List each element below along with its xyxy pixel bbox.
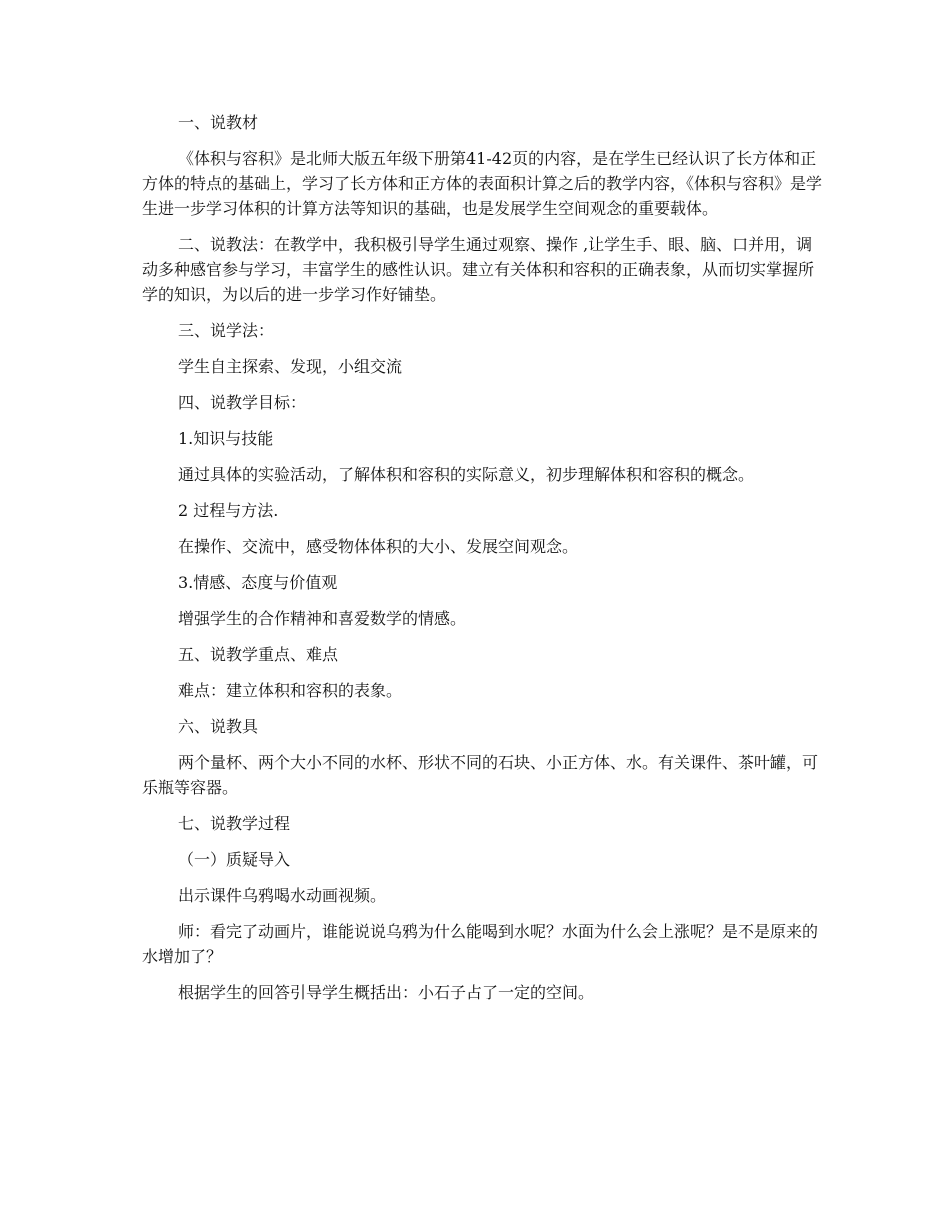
paragraph-teacher-question: 师：看完了动画片，谁能说说乌鸦为什么能喝到水呢？水面为什么会上涨呢？是不是原来的水增加了？ [142, 922, 819, 966]
heading-key-points: 五、说教学重点、难点 [178, 645, 339, 664]
paragraph-teaching-method: 二、说教法：在教学中，我积极引导学生通过观察、操作 ,让学生手、眼、脑、口并用，调动多种感官参与学习，丰富学生的感性认识。建立有关体积和容积的正确表象，从而切实掌握所学的知识，为以后的进一步学习作好铺垫。 [142, 235, 815, 304]
paragraph-difficulty: 难点：建立体积和容积的表象。 [178, 681, 403, 700]
subheading-process-method: 2 过程与方法. [178, 501, 279, 520]
subheading-emotion-values: 3.情感、态度与价值观 [178, 573, 338, 592]
subheading-question-intro: （一）质疑导入 [178, 850, 291, 869]
subheading-knowledge-skills: 1.知识与技能 [178, 429, 274, 448]
paragraph-teaching-material: 《体积与容积》是北师大版五年级下册第41-42页的内容，是在学生已经认识了长方体和正方体的特点的基础上，学习了长方体和正方体的表面积计算之后的教学内容，《体积与容积》是学生进一步学习体积的计算方法等知识的基础，也是发展学生空间观念的重要载体。 [142, 149, 823, 218]
paragraph-knowledge-skills: 通过具体的实验活动，了解体积和容积的实际意义，初步理解体积和容积的概念。 [178, 465, 755, 484]
heading-teaching-material: 一、说教材 [178, 113, 259, 132]
heading-teaching-process: 七、说教学过程 [178, 814, 291, 833]
heading-teaching-goals: 四、说教学目标： [178, 393, 307, 412]
paragraph-learning-method: 学生自主探索、发现，小组交流 [178, 357, 403, 376]
heading-teaching-aids: 六、说教具 [178, 717, 259, 736]
paragraph-summary: 根据学生的回答引导学生概括出：小石子占了一定的空间。 [178, 983, 595, 1002]
paragraph-process-method: 在操作、交流中，感受物体体积的大小、发展空间观念。 [178, 537, 579, 556]
paragraph-emotion-values: 增强学生的合作精神和喜爱数学的情感。 [178, 609, 467, 628]
paragraph-teaching-aids: 两个量杯、两个大小不同的水杯、形状不同的石块、小正方体、水。有关课件、茶叶罐，可乐瓶等容器。 [142, 753, 819, 797]
paragraph-show-video: 出示课件乌鸦喝水动画视频。 [178, 886, 387, 905]
document-body [142, 110, 824, 1016]
heading-learning-method: 三、说学法： [178, 321, 275, 340]
